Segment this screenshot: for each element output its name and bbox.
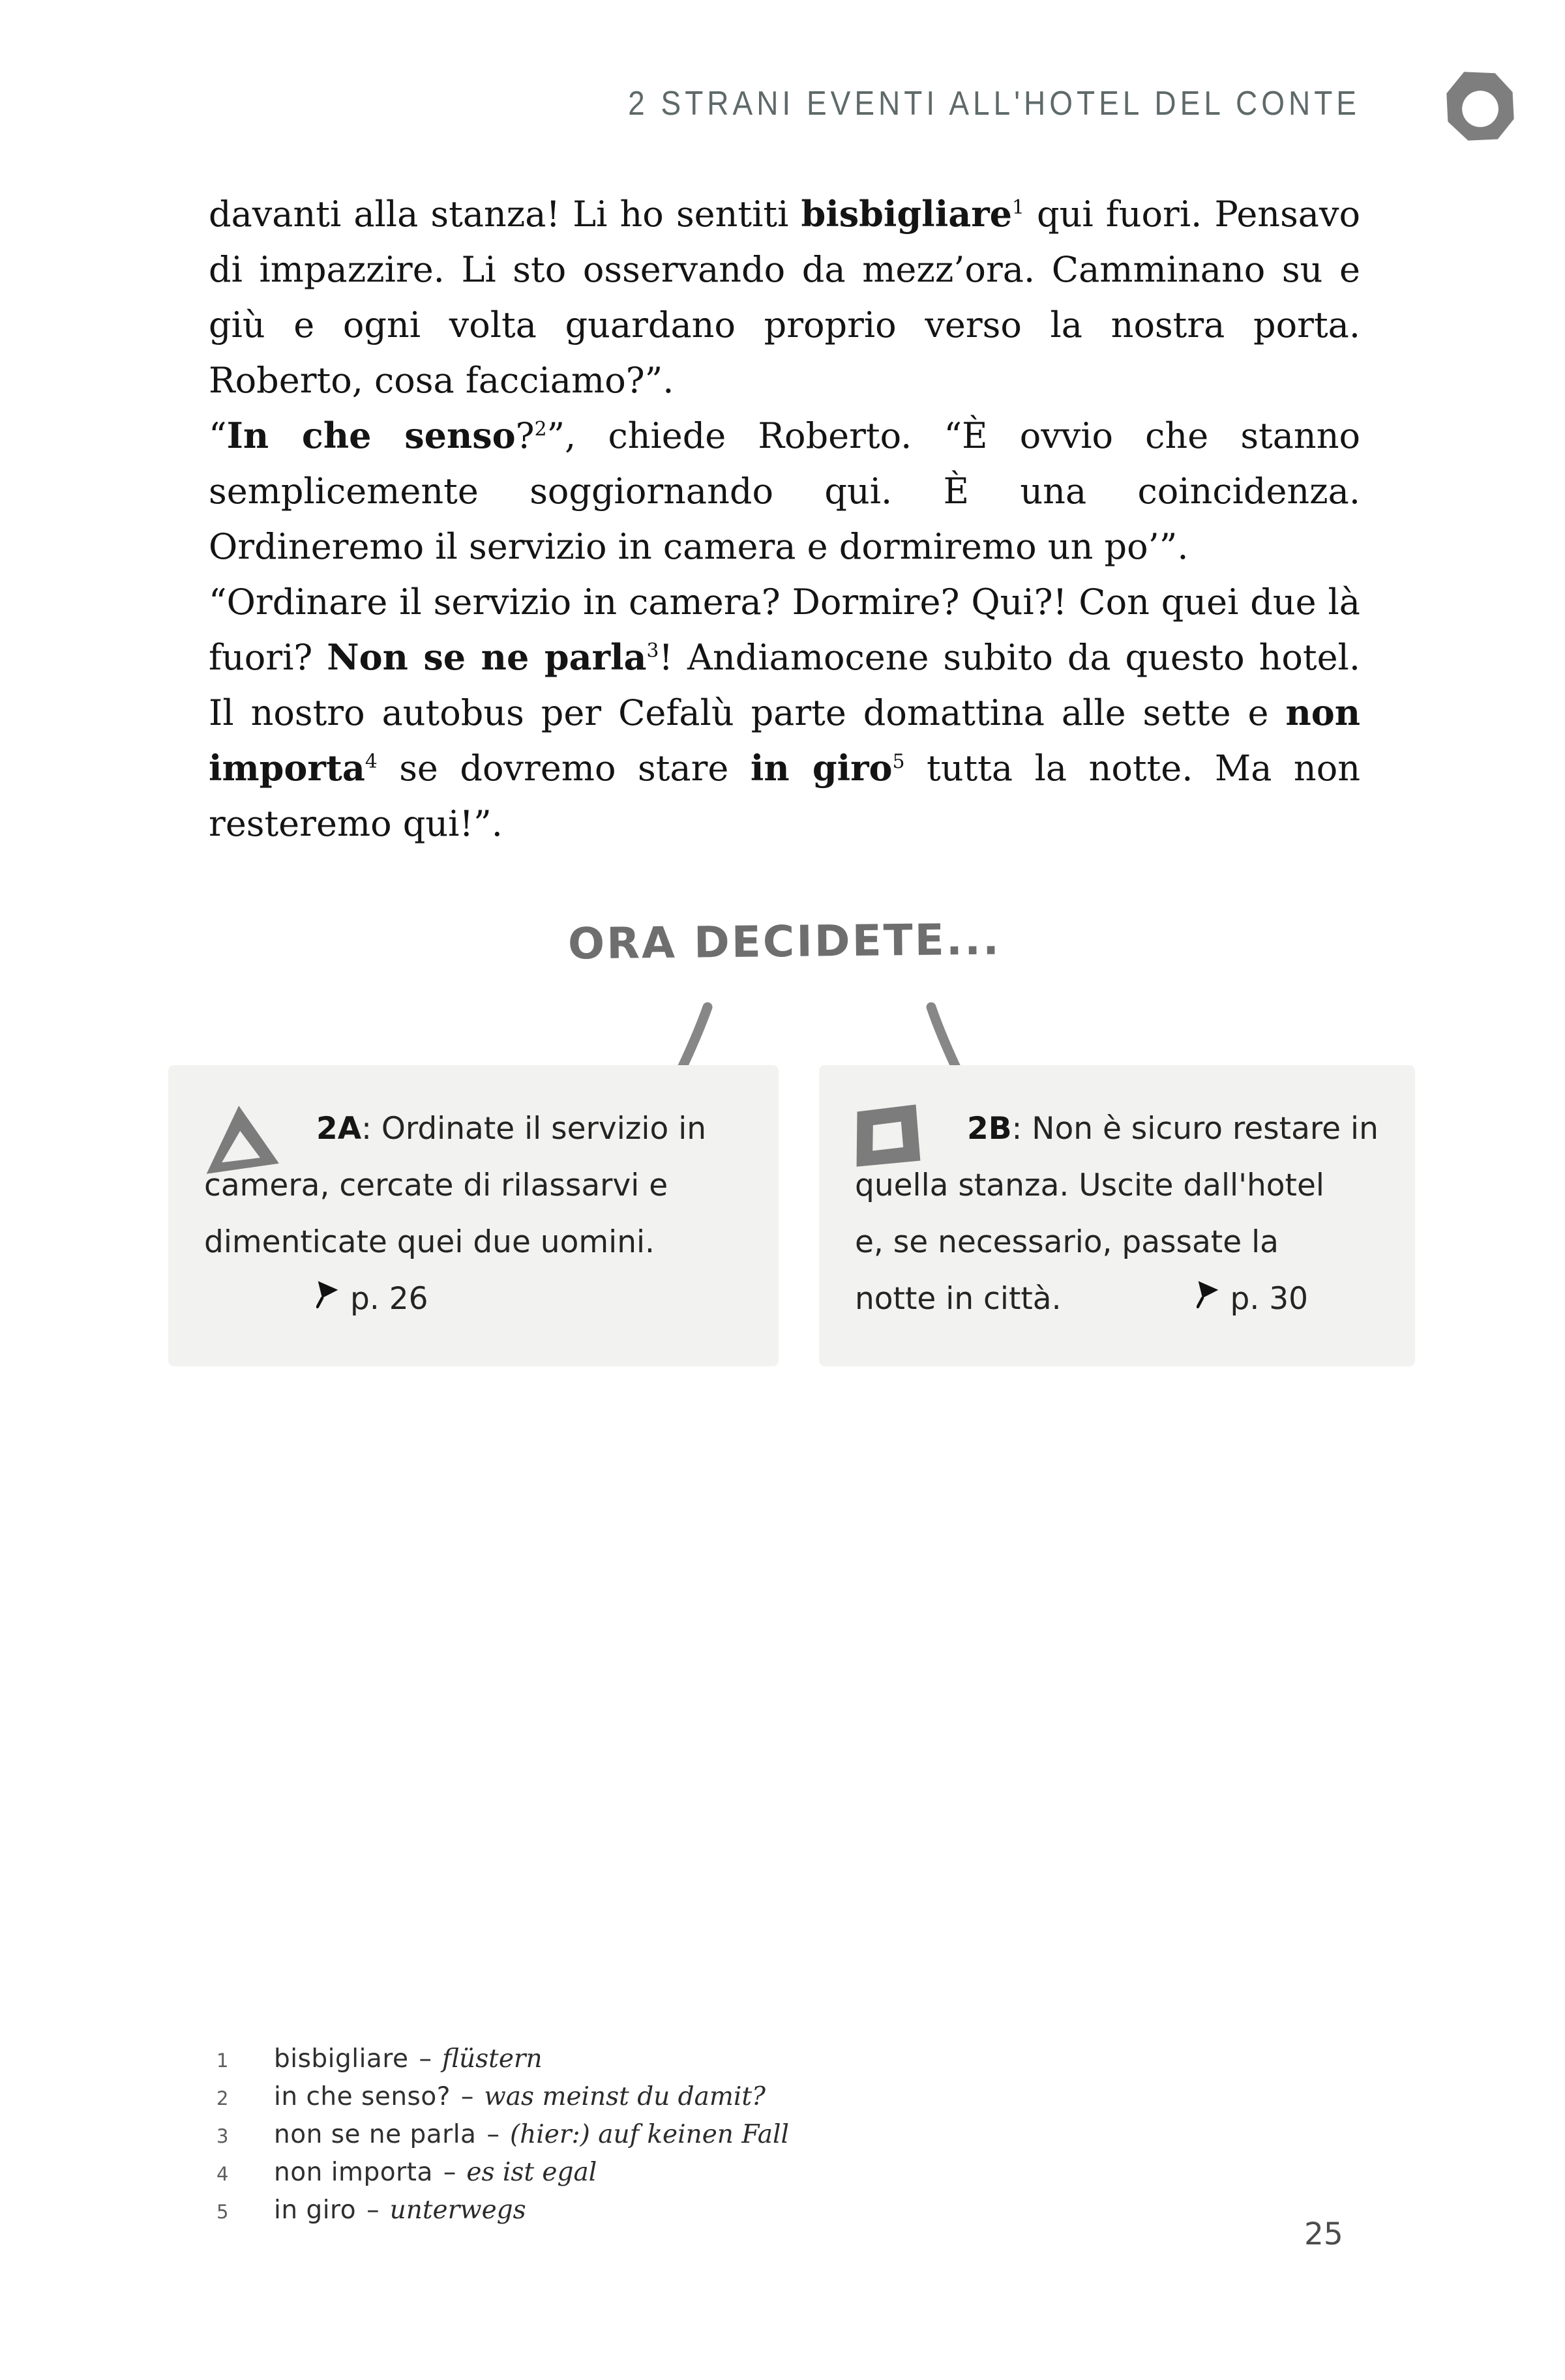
page-ref: p. 26 [350, 1281, 428, 1317]
ring-icon [1440, 68, 1521, 151]
page-ref: p. 30 [1230, 1281, 1309, 1317]
decision-heading: ORA DECIDETE... [567, 914, 1002, 969]
story-text [209, 186, 1360, 851]
footnote-term: non importa [274, 2158, 433, 2187]
story-run: in giro [750, 747, 893, 789]
story-run: ”, chiede Roberto. “È ovvio che stanno semplicemente soggiornando qui. È una coincidenza. Ordineremo il servizio in camera e dormiremo un po’”. [209, 415, 1360, 567]
footnote-separator: – [443, 2158, 456, 2187]
footnote-term: non se ne parla [274, 2120, 477, 2149]
footnote-translation: (hier:) auf keinen Fall [509, 2120, 789, 2149]
footnote-separator: – [486, 2120, 499, 2149]
option-line: quella stanza. Uscite dall'hotel [855, 1168, 1324, 1203]
page-ref-flag-icon [1084, 1271, 1220, 1327]
footnote-ref: 5 [892, 750, 905, 773]
option-line: : Non è sicuro restare in [1011, 1111, 1379, 1147]
triangle-icon [202, 1103, 282, 1196]
story-run: non importa [209, 692, 1360, 789]
option-text [855, 1100, 1382, 1327]
option-text [204, 1100, 746, 1327]
footnote-term: in giro [274, 2196, 357, 2225]
page-number: 25 [1304, 2216, 1343, 2252]
story-run: tutta la notte. Ma non resteremo qui!”. [209, 748, 1360, 844]
footnote-separator: – [460, 2082, 474, 2111]
footnote-row [216, 2196, 789, 2233]
option-line: e, se necessario, passate la [855, 1224, 1279, 1260]
story-run: In che senso [226, 415, 516, 456]
footnote-row [216, 2082, 789, 2120]
story-run: Non se ne parla [327, 636, 647, 678]
chapter-header: 2 STRANI EVENTI ALL'HOTEL DEL CONTE [628, 84, 1360, 123]
footnote-number: 1 [216, 2049, 229, 2072]
option-line: camera, cercate di rilassarvi e [204, 1168, 668, 1203]
footnote-translation: flüstern [442, 2044, 543, 2074]
footnote-ref: 3 [646, 639, 659, 662]
story-paragraph [209, 408, 1360, 574]
story-run: bisbigliare [801, 193, 1013, 235]
footnote-translation: es ist egal [466, 2158, 597, 2187]
option-label: 2B [967, 1111, 1012, 1147]
footnote-number: 5 [216, 2201, 229, 2223]
footnote-separator: – [366, 2196, 380, 2225]
option-label: 2A [316, 1111, 362, 1147]
page-ref-flag-icon [204, 1271, 340, 1327]
footnote-row [216, 2158, 789, 2196]
footnote-number: 3 [216, 2125, 229, 2147]
story-run: ? [515, 415, 535, 456]
option-line: : Ordinate il servizio in [361, 1111, 707, 1147]
story-run: ! Andiamocene subito da questo hotel. Il nostro autobus per Cefalù parte domattina alle sette e [209, 637, 1360, 733]
footnote-number: 2 [216, 2087, 229, 2109]
footnote-separator: – [419, 2044, 432, 2074]
story-paragraph [209, 186, 1360, 408]
option-line: notte in città. [855, 1281, 1062, 1317]
footnote-row [216, 2120, 789, 2158]
story-run: “ [209, 415, 227, 456]
story-paragraph [209, 574, 1360, 851]
footnote-term: in che senso? [274, 2082, 451, 2111]
option-box-2a [168, 1065, 779, 1366]
footnote-translation: was meinst du damit? [484, 2082, 766, 2111]
footnote-row [216, 2044, 789, 2082]
footnote-ref: 2 [534, 418, 547, 441]
story-run: “Ordinare il servizio in camera? Dormire? Qui?! Con quei due là fuori? [209, 581, 1360, 678]
footnote-number: 4 [216, 2163, 229, 2185]
footnote-term: bisbigliare [274, 2044, 409, 2074]
option-box-2b [819, 1065, 1415, 1366]
square-icon [853, 1103, 922, 1188]
footnote-translation: unterwegs [389, 2196, 526, 2225]
footnote-ref: 1 [1012, 196, 1024, 219]
footnotes [216, 2044, 789, 2233]
footnote-ref: 4 [365, 750, 378, 773]
story-run: se dovremo stare [377, 748, 751, 789]
story-run: qui fuori. Pensavo di impazzire. Li sto osservando da mezz’ora. Camminano su e giù e ogni volta guardano proprio verso la nostra porta. Roberto, cosa facciamo?”. [209, 194, 1361, 401]
story-run: davanti alla stanza! Li ho sentiti [209, 194, 801, 235]
option-line: dimenticate quei due uomini. [204, 1224, 655, 1260]
